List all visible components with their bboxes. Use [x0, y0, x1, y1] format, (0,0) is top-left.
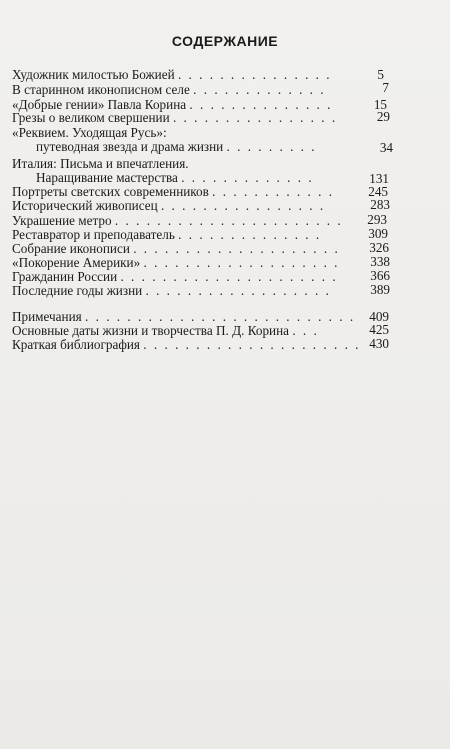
toc-page-number: 430 [369, 336, 389, 351]
toc-entry [12, 156, 386, 171]
toc-page-number: 389 [370, 282, 390, 297]
toc-page-number: 283 [370, 197, 390, 212]
toc-leader-dots: . . . . . . . . . . . . . . . . . . . . . [120, 269, 338, 284]
toc-entry-label: «Добрые гении» Павла Корина [12, 97, 187, 112]
toc-entry-label: Италия: Письма и впечатления. [12, 156, 189, 171]
toc-leader-dots: . . . . . . . . . . . . . . . . . . [145, 283, 331, 298]
toc-page-number: 245 [368, 184, 388, 199]
toc-page-number: 7 [382, 80, 389, 95]
toc-leader-dots: . . . . . . . . . . . . [212, 184, 334, 199]
toc-page-number: 131 [369, 171, 389, 186]
toc-entry-label: Основные даты жизни и творчества П. Д. Корина [12, 323, 290, 338]
toc-entry-label: Краткая библиография [12, 337, 140, 352]
toc-entry [12, 337, 386, 352]
toc-entry [36, 139, 384, 154]
toc-entry [12, 241, 386, 256]
toc-entry [12, 82, 386, 97]
toc-leader-dots: . . . . . . . . . . . . . . [178, 227, 322, 242]
toc-page-number: 409 [369, 309, 389, 324]
toc-entry [12, 255, 386, 270]
toc-entry [12, 283, 386, 298]
toc-entry [12, 323, 386, 338]
toc-leader-dots: . . . [292, 323, 319, 338]
toc-page-number: 29 [376, 109, 390, 124]
toc-entry [12, 198, 386, 213]
toc-entry-label: Украшение метро [12, 213, 112, 228]
toc-entry-label: «Покорение Америки» [12, 255, 141, 270]
toc-entry [12, 269, 386, 284]
toc-page-number: 366 [370, 268, 390, 283]
toc-entry [36, 170, 382, 185]
toc-entry-label: Художник милостью Божией [12, 67, 175, 82]
toc-entry [12, 309, 386, 324]
toc-entry-label: Гражданин России [12, 269, 118, 284]
toc-entry-label: Исторический живописец [12, 198, 158, 213]
toc-entry-label: Последние годы жизни [12, 283, 143, 298]
toc-entry [12, 110, 386, 125]
toc-leader-dots: . . . . . . . . . . . . . . . . . . . . . . . . . . [85, 309, 356, 324]
toc-page-number: 15 [373, 97, 387, 112]
toc-leader-dots: . . . . . . . . . . . . . [193, 82, 326, 97]
toc-entry-label: В старинном иконописном селе [12, 82, 190, 97]
toc-entry-label: «Реквием. Уходящая Русь»: [12, 125, 167, 140]
toc-page-number: 326 [369, 240, 389, 255]
toc-leader-dots: . . . . . . . . . . . . . . . . . . . . . [143, 337, 361, 352]
toc-page-number: 293 [367, 212, 387, 227]
toc-leader-dots: . . . . . . . . . . . . . . . . . . . . . . [114, 213, 343, 228]
toc-entry [12, 227, 386, 242]
toc-leader-dots: . . . . . . . . . [226, 139, 317, 154]
toc-page-number: 338 [370, 254, 390, 269]
page-title: СОДЕРЖАНИЕ [171, 33, 279, 49]
toc-leader-dots: . . . . . . . . . . . . . . . . . . . . [133, 241, 340, 256]
toc-leader-dots: . . . . . . . . . . . . . . . . [160, 198, 326, 213]
toc-page-number: 34 [379, 140, 393, 155]
toc-page-number: 5 [377, 67, 384, 82]
toc-entry-label: путеводная звезда и драма жизни [36, 139, 224, 154]
toc-entry-label: Примечания [12, 309, 82, 324]
toc-page-number: 309 [368, 226, 388, 241]
toc-entry-label: Портреты светских современников [12, 184, 209, 199]
toc-entry [12, 125, 386, 140]
toc-leader-dots: . . . . . . . . . . . . . . . . [172, 110, 338, 125]
toc-leader-dots: . . . . . . . . . . . . . [181, 170, 314, 185]
toc-entry [12, 184, 386, 199]
toc-leader-dots: . . . . . . . . . . . . . . [189, 97, 333, 112]
toc-entry-label: Собрание иконописи [12, 241, 130, 256]
toc-entry-label: Наращивание мастерства [36, 170, 178, 185]
toc-entry-label: Грезы о великом свершении [12, 110, 170, 125]
toc-leader-dots: . . . . . . . . . . . . . . . . . . . [143, 255, 340, 270]
toc-entry [12, 67, 386, 82]
toc-entry-label: Реставратор и преподаватель [12, 227, 175, 242]
toc-page-number: 425 [369, 322, 389, 337]
toc-leader-dots: . . . . . . . . . . . . . . . [177, 67, 332, 82]
toc-entry [12, 213, 386, 228]
